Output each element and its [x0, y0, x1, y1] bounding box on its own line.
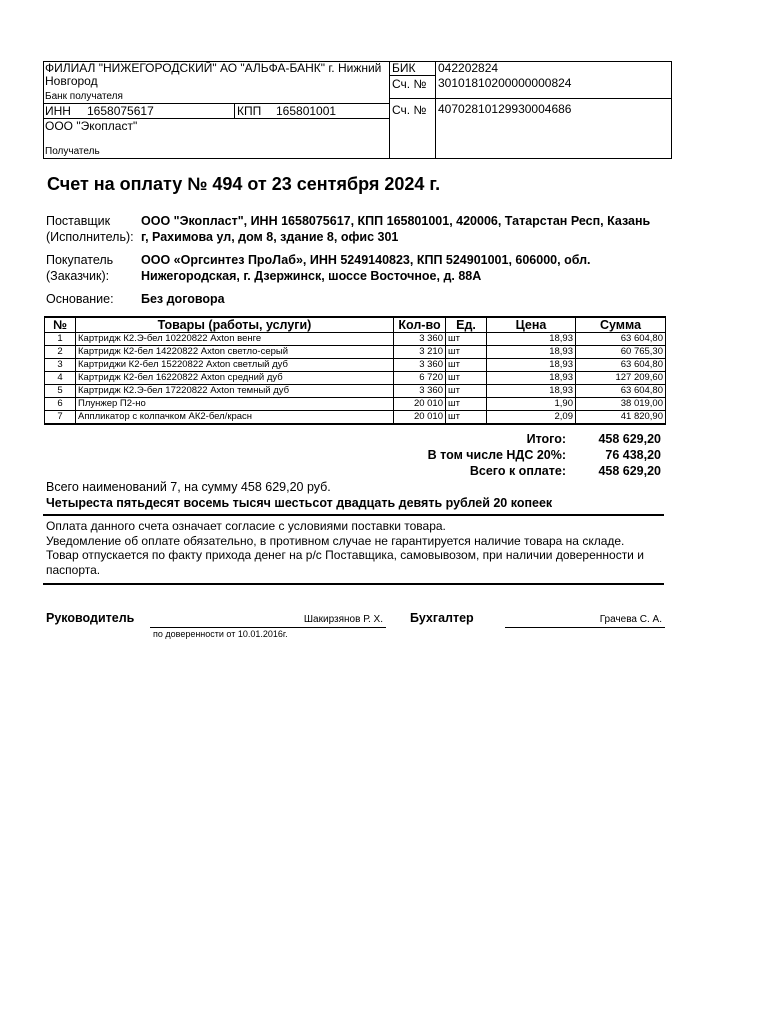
note-line: Уведомление об оплате обязательно, в противном случае не гарантируется наличие товара на складе.	[46, 533, 625, 548]
note-line: Товар отпускается по факту прихода денег на р/с Поставщика, самовывозом, при наличии доверенности и паспорта.	[46, 548, 644, 577]
invoice-title: Счет на оплату № 494 от 23 сентября 2024 г.	[47, 174, 441, 194]
inn-label: ИНН	[45, 104, 71, 118]
cell-qty: 3 360	[394, 385, 446, 398]
total-label: Итого:	[526, 432, 566, 446]
col-header-sum: Сумма	[576, 317, 666, 333]
accountant-name: Грачева С. А.	[599, 614, 662, 625]
cell-number: 3	[45, 359, 76, 372]
buyer-label	[46, 252, 113, 284]
basis-value: Без договора	[141, 292, 225, 306]
table-row	[45, 359, 666, 372]
director-signature-line	[150, 627, 386, 628]
cell-goods: Картридж К2.Э-бел 17220822 Axton темный дуб	[76, 385, 394, 398]
account-value: 40702810129930004686	[438, 102, 572, 116]
director-note: по доверенности от 10.01.2016г.	[153, 629, 288, 639]
accountant-signature-line	[505, 627, 665, 628]
cell-qty: 20 010	[394, 411, 446, 425]
amount-in-words: Четыреста пятьдесят восемь тысяч шестьсот двадцать девять рублей 20 копеек	[46, 496, 553, 510]
divider-top	[43, 514, 664, 516]
totals-labels	[428, 431, 566, 479]
basis-label: Основание:	[46, 292, 114, 306]
cell-sum: 60 765,30	[576, 346, 666, 359]
cell-unit: шт	[446, 346, 487, 359]
supplier-details	[141, 213, 650, 245]
recipient-caption: Получатель	[45, 146, 100, 157]
table-row	[45, 333, 666, 346]
kpp-value: 165801001	[276, 104, 337, 118]
cell-sum: 38 019,00	[576, 398, 666, 411]
buyer-details	[141, 252, 591, 284]
cell-goods: Плунжер П2-но	[76, 398, 394, 411]
pay-value: 458 629,20	[598, 464, 661, 478]
col-header-number: №	[45, 317, 76, 333]
cell-price: 1,90	[487, 398, 576, 411]
cell-sum: 41 820,90	[576, 411, 666, 425]
pay-label: Всего к оплате:	[469, 464, 566, 478]
cell-sum: 63 604,80	[576, 385, 666, 398]
table-row	[45, 411, 666, 425]
bank-name: ФИЛИАЛ "НИЖЕГОРОДСКИЙ" АО "АЛЬФА-БАНК" г. Нижний Новгород	[45, 61, 382, 88]
table-row	[45, 346, 666, 359]
cell-goods: Аппликатор с колпачком АК2-бел/красн	[76, 411, 394, 425]
director-label: Руководитель	[46, 611, 135, 625]
cell-unit: шт	[446, 333, 487, 346]
cell-goods: Картридж К2-бел 14220822 Axton светло-серый	[76, 346, 394, 359]
col-header-goods: Товары (работы, услуги)	[76, 317, 394, 333]
buyer-line1: ООО «Оргсинтез ПроЛаб», ИНН 5249140823, КПП 524901001, 606000, обл.	[141, 253, 591, 267]
vat-label: В том числе НДС 20%:	[427, 448, 566, 462]
supplier-label-line2: (Исполнитель):	[46, 230, 134, 244]
cell-qty: 3 360	[394, 333, 446, 346]
col-header-price: Цена	[487, 317, 576, 333]
account-label: Сч. №	[392, 103, 427, 117]
cell-unit: шт	[446, 359, 487, 372]
note-line: Оплата данного счета означает согласие с условиями поставки товара.	[46, 519, 446, 533]
cell-qty: 6 720	[394, 372, 446, 385]
supplier-line2: г, Рахимова ул, дом 8, здание 8, офис 301	[141, 230, 399, 244]
table-row	[45, 385, 666, 398]
recipient-name: ООО "Экопласт"	[45, 119, 138, 133]
cell-number: 5	[45, 385, 76, 398]
bik-value: 042202824	[438, 61, 499, 75]
table-header-row	[45, 317, 666, 333]
cell-price: 18,93	[487, 372, 576, 385]
supplier-label-line1: Поставщик	[46, 214, 111, 228]
cell-number: 1	[45, 333, 76, 346]
inn-value: 1658075617	[87, 104, 154, 118]
cell-goods: Картридж К2.Э-бел 10220822 Axton венге	[76, 333, 394, 346]
totals-values	[598, 431, 661, 479]
notes-block	[46, 519, 646, 577]
bank-details-box	[43, 61, 672, 159]
cell-number: 7	[45, 411, 76, 425]
corr-account-label: Сч. №	[392, 77, 427, 91]
cell-sum: 63 604,80	[576, 333, 666, 346]
summary-line: Всего наименований 7, на сумму 458 629,20 руб.	[46, 480, 331, 494]
buyer-line2: Нижегородская, г. Дзержинск, шоссе Восточное, д. 88А	[141, 269, 482, 283]
director-name: Шакирзянов Р. Х.	[303, 614, 383, 625]
cell-goods: Картриджи К2-бел 15220822 Axton светлый дуб	[76, 359, 394, 372]
vat-value: 76 438,20	[605, 448, 661, 462]
cell-goods: Картридж К2-бел 16220822 Axton средний дуб	[76, 372, 394, 385]
cell-price: 18,93	[487, 359, 576, 372]
cell-price: 2,09	[487, 411, 576, 425]
cell-qty: 3 360	[394, 359, 446, 372]
buyer-label-line1: Покупатель	[46, 253, 114, 267]
cell-price: 18,93	[487, 385, 576, 398]
cell-unit: шт	[446, 411, 487, 425]
corr-account-value: 30101810200000000824	[438, 76, 572, 90]
cell-qty: 3 210	[394, 346, 446, 359]
total-value: 458 629,20	[598, 432, 661, 446]
cell-number: 6	[45, 398, 76, 411]
buyer-label-line2: (Заказчик):	[46, 269, 110, 283]
cell-price: 18,93	[487, 346, 576, 359]
bank-caption: Банк получателя	[45, 91, 123, 102]
table-row	[45, 398, 666, 411]
cell-number: 2	[45, 346, 76, 359]
col-header-qty: Кол-во	[394, 317, 446, 333]
cell-unit: шт	[446, 385, 487, 398]
divider-bottom	[43, 583, 664, 585]
supplier-line1: ООО "Экопласт", ИНН 1658075617, КПП 165801001, 420006, Татарстан Респ, Казань	[141, 214, 651, 228]
cell-unit: шт	[446, 372, 487, 385]
cell-unit: шт	[446, 398, 487, 411]
accountant-label: Бухгалтер	[410, 611, 474, 625]
bik-label: БИК	[392, 61, 416, 75]
cell-qty: 20 010	[394, 398, 446, 411]
cell-price: 18,93	[487, 333, 576, 346]
cell-number: 4	[45, 372, 76, 385]
items-table	[44, 316, 666, 425]
col-header-unit: Ед.	[446, 317, 487, 333]
supplier-label	[46, 213, 134, 245]
cell-sum: 63 604,80	[576, 359, 666, 372]
kpp-label: КПП	[237, 104, 262, 118]
cell-sum: 127 209,60	[576, 372, 666, 385]
table-row	[45, 372, 666, 385]
